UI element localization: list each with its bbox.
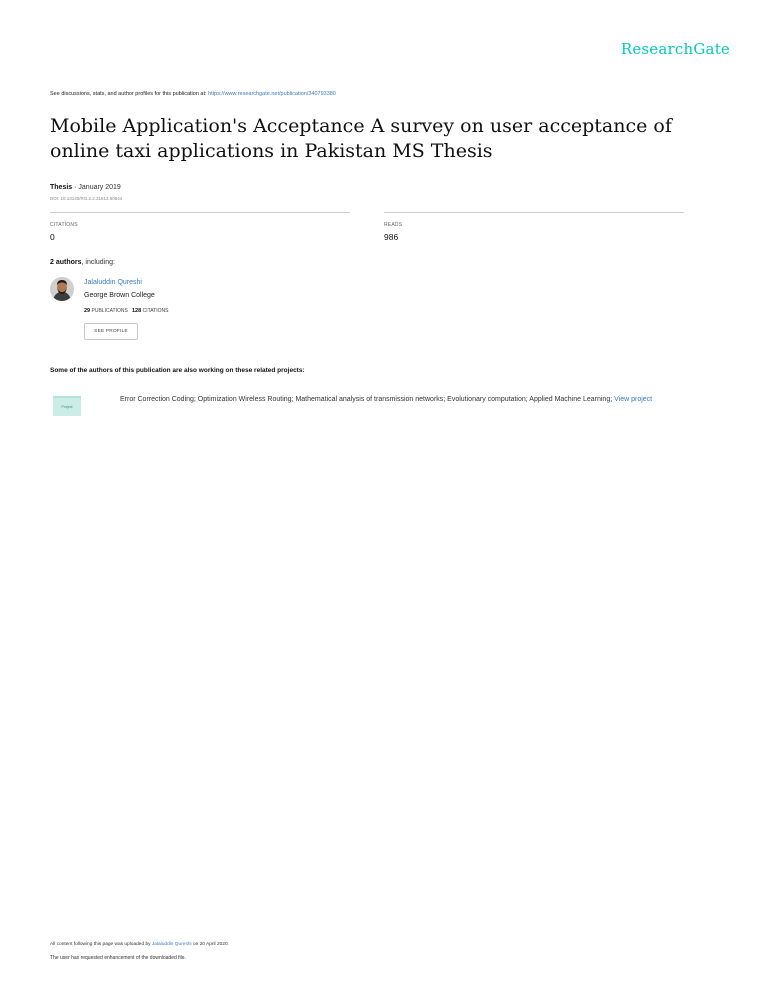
footer-upload-prefix: All content following this page was uploaded by — [50, 942, 152, 947]
view-project-link[interactable]: View project — [614, 396, 653, 403]
project-thumbnail-icon[interactable] — [53, 396, 81, 416]
citations-value: 0 — [50, 232, 55, 242]
reads-label: READS — [384, 222, 403, 228]
author-citations-label: CITATIONS — [142, 308, 169, 314]
authors-count-bold: 2 authors — [50, 259, 82, 266]
publication-meta — [50, 184, 121, 191]
author-citations-count: 128 — [132, 308, 142, 314]
author-publications-label: PUBLICATIONS — [91, 308, 128, 314]
reads-value: 986 — [384, 232, 399, 242]
related-projects-heading: Some of the authors of this publication are also working on these related projects: — [50, 367, 305, 374]
author-institution: George Brown College — [84, 292, 155, 299]
related-project-description: Error Correction Coding; Optimization Wireless Routing; Mathematical analysis of transmission networks; Evolutionary computation; Applied Machine Learning; — [120, 396, 615, 403]
publication-url-link[interactable]: https://www.researchgate.net/publication/340793380 — [208, 91, 336, 97]
related-project-item — [120, 394, 700, 406]
footer-upload-note — [50, 942, 229, 947]
see-discussions-line — [50, 91, 336, 97]
author-publications-count: 29 — [84, 308, 91, 314]
researchgate-logo[interactable]: ResearchGate — [620, 40, 730, 58]
authors-count — [50, 259, 115, 266]
stats-divider-left — [50, 212, 350, 213]
citations-label: CITATIONS — [50, 222, 78, 228]
publication-date: · January 2019 — [72, 184, 121, 191]
footer-request-note: The user has requested enhancement of the downloaded file. — [50, 955, 186, 961]
footer-upload-suffix: on 20 April 2020. — [191, 942, 229, 947]
footer-uploader-link[interactable]: Jalaluddin Qureshi — [151, 942, 192, 947]
publication-title: Mobile Application's Acceptance A survey on user acceptance of online taxi applications in Pakistan MS Thesis — [50, 115, 672, 162]
stats-divider-right — [384, 212, 684, 213]
author-name-link[interactable]: Jalaluddin Qureshi — [84, 279, 142, 286]
publication-type: Thesis — [50, 184, 73, 191]
authors-count-suffix: , including: — [81, 259, 115, 266]
project-thumbnail-label: Project — [61, 405, 73, 409]
author-stats — [84, 308, 169, 314]
publication-doi: DOI: 10.13140/RG.2.2.31813.60644 — [50, 196, 123, 201]
see-profile-button[interactable]: SEE PROFILE — [84, 323, 138, 340]
see-discussions-text: See discussions, stats, and author profiles for this publication at: — [50, 91, 207, 97]
author-avatar-icon — [50, 277, 74, 301]
author-avatar[interactable] — [50, 277, 74, 301]
